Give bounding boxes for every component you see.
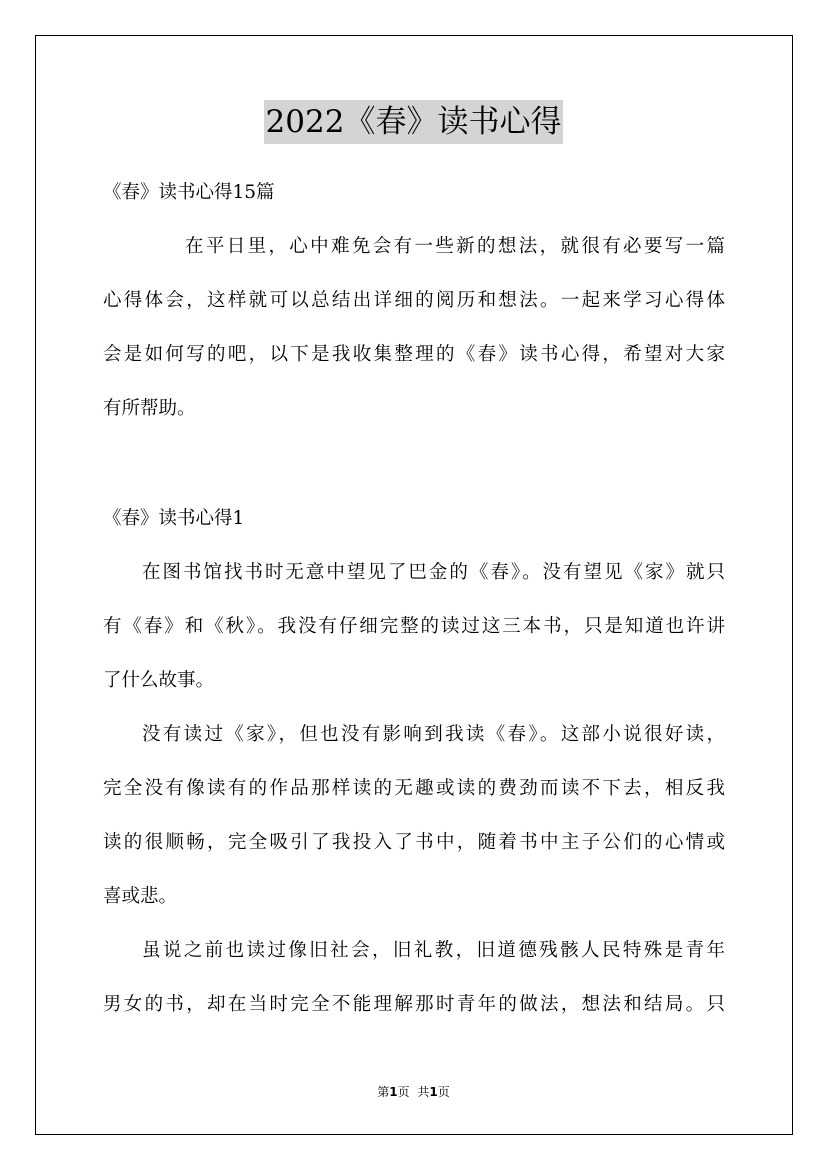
intro-line-4: 有所帮助。 <box>103 398 196 419</box>
footer-page-prefix: 第 <box>377 1085 390 1099</box>
paragraph1-line-2: 有《春》和《秋》。我没有仔细完整的读过这三本书，只是知道也许讲 <box>103 616 725 637</box>
paragraph2-line-1: 没有读过《家》，但也没有影响到我读《春》。这部小说很好读， <box>142 724 725 745</box>
paragraph3-line-1: 虽说之前也读过像旧社会，旧礼教，旧道德残骸人民特殊是青年 <box>142 940 725 961</box>
footer-total-number: 1 <box>429 1085 438 1099</box>
footer-total-suffix: 页 <box>437 1085 450 1099</box>
section-heading: 《春》读书心得1 <box>103 508 245 529</box>
page-footer <box>0 1084 827 1100</box>
footer-page-suffix: 页 <box>397 1085 410 1099</box>
intro-line-2: 心得体会，这样就可以总结出详细的阅历和想法。一起来学习心得体 <box>103 290 725 311</box>
intro-line-3: 会是如何写的吧，以下是我收集整理的《春》读书心得，希望对大家 <box>103 344 725 365</box>
paragraph2-line-4: 喜或悲。 <box>103 886 178 907</box>
document-subtitle: 《春》读书心得15篇 <box>103 182 275 203</box>
paragraph1-line-3: 了什么故事。 <box>103 670 215 691</box>
title-container <box>0 100 827 144</box>
paragraph2-line-2: 完全没有像读有的作品那样读的无趣或读的费劲而读不下去，相反我 <box>103 778 725 799</box>
paragraph1-line-1: 在图书馆找书时无意中望见了巴金的《春》。没有望见《家》就只 <box>142 562 725 583</box>
paragraph3-line-2: 男女的书，却在当时完全不能理解那时青年的做法，想法和结局。只 <box>103 994 725 1015</box>
intro-line-1: 在平日里，心中难免会有一些新的想法，就很有必要写一篇 <box>185 236 725 257</box>
footer-page-number: 1 <box>389 1085 398 1099</box>
paragraph2-line-3: 读的很顺畅，完全吸引了我投入了书中，随着书中主子公们的心情或 <box>103 832 725 853</box>
footer-total-prefix: 共 <box>417 1085 430 1099</box>
document-title: 2022《春》读书心得 <box>264 100 564 144</box>
